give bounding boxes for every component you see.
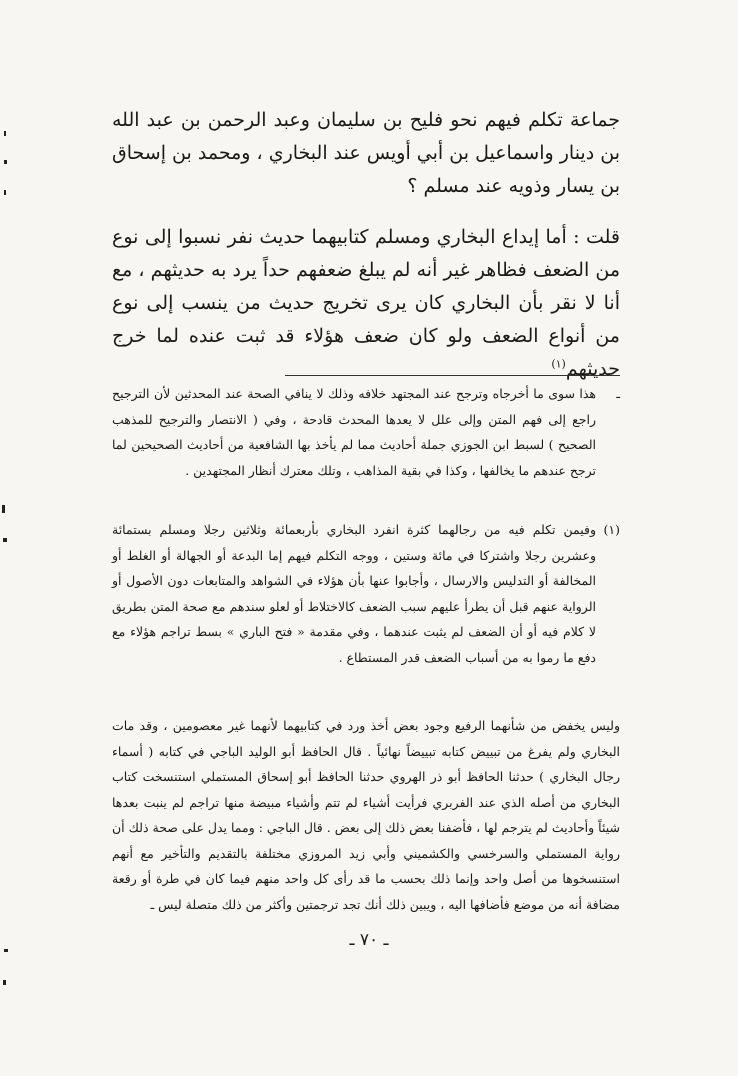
footnote-1-text: وفيمن تكلم فيه من رجالهما كثرة انفرد البخاري بأربعمائة وثلاثين رجلا ومسلم بستمائة وعشرين رجلا واشتركا في مائة وستين ، ووجه التكلم فيهم إما البدعة أو الجهالة أو الغلط أو المخالفة أو التدليس والارسال ، وأجابوا عنها بأن هؤلاء في الشواهد والمتابعات دون الأصول أو الرواية عنهم قبل أن يطرأ عليهم سبب الضعف كالاختلاط أو لعلو سندهم مع صحة المتن بطريق لا كلام فيه أو أن الضعف لم يثبت عندهما ، وفي مقدمة « فتح الباري » بسط تراجم هؤلاء مع دفع ما رموا به من أسباب الضعف قدر المستطاع .	[112, 522, 596, 665]
footnote-separator	[285, 375, 620, 376]
footnote-1-number: (١)	[603, 522, 620, 537]
scan-mark	[3, 538, 7, 542]
main-paragraph-1	[112, 104, 620, 203]
footnote-continuation-text: هذا سوى ما أخرجاه وترجح عند المجتهد خلافه وذلك لا ينافي الصحة عند المحدثين لأن الترجيح راجع إلى فهم المتن وإلى علل لا يعدها المحدث قادحة ، وفي ( الانتصار والترجيح للمذهب الصحيح ) لسبط ابن الجوزي جملة أحاديث مما لم يأخذ بها الشافعية من أحاديث الصحيحين لما ترجح عندهم ما يخالفها ، وكذا في بقية المذاهب ، وتلك معترك أنظار المجتهدين .	[112, 386, 596, 478]
footnote-1	[112, 517, 620, 670]
main-paragraph-2-text: قلت : أما إيداع البخاري ومسلم كتابيهما حديث نفر نسبوا إلى نوع من الضعف فظاهر غير أنه لم يبلغ ضعفهم حداً يرد به حديثهم ، مع أنا لا نقر بأن البخاري كان يرى تخريج حديث من ينسب إلى نوع من أنواع الضعف ولو كان ضعف هؤلاء قد ثبت عنده لما خرج حديثهم	[112, 226, 620, 380]
continuation-dash: ـ	[616, 386, 620, 401]
main-paragraph-2	[112, 221, 620, 386]
scan-mark	[2, 505, 5, 513]
scan-mark	[4, 160, 7, 164]
page-number: ـ ٧٠ ـ	[349, 930, 389, 950]
scan-mark	[4, 131, 6, 136]
footnote-reference-1: (١)	[551, 357, 566, 371]
footnote-1-extended	[112, 713, 620, 917]
scan-mark	[4, 190, 6, 195]
scan-mark	[4, 949, 8, 952]
footnote-1-extended-text: وليس يخفض من شأنهما الرفيع وجود بعض أخذ ورد في كتابيهما لأنهما غير معصومين ، وقد مات البخاري ولم يفرغ من تبييض كتابه تبييضاً نهائياً . قال الحافظ أبو الوليد الباجي في كتابه ( أسماء رجال البخاري ) حدثنا الحافظ أبو ذر الهروي حدثنا الحافظ أبو إسحاق المستملي استنسخت كتاب البخاري من أصله الذي عند الفربري فرأيت أشياء لم تتم وأشياء مبيضة منها تراجم لم ينبت بعدها شيئاً وأحاديث لم يترجم لها ، فأضفنا بعض ذلك إلى بعض . قال الباجي : ومما يدل على صحة ذلك أن رواية المستملي والسرخسي والكشميني وأبي زيد المروزي مختلفة بالتقديم والتأخير مع أنهم استنسخوها من أصل واحد وإنما ذلك بحسب ما قد رأى كل واحد منهم فيما كان في طرة أو رقعة مضافة أنه من موضع فأضافها اليه ، ويبين ذلك أنك تجد ترجمتين وأكثر من ذلك متصلة ليس ـ	[112, 718, 620, 912]
footnote-continuation	[112, 381, 620, 483]
scan-mark	[3, 980, 6, 985]
main-paragraph-1-text: جماعة تكلم فيهم نحو فليح بن سليمان وعبد الرحمن بن عبد الله بن دينار واسماعيل بن أبي أويس عند البخاري ، ومحمد بن إسحاق بن يسار وذويه عند مسلم ؟	[112, 109, 620, 197]
